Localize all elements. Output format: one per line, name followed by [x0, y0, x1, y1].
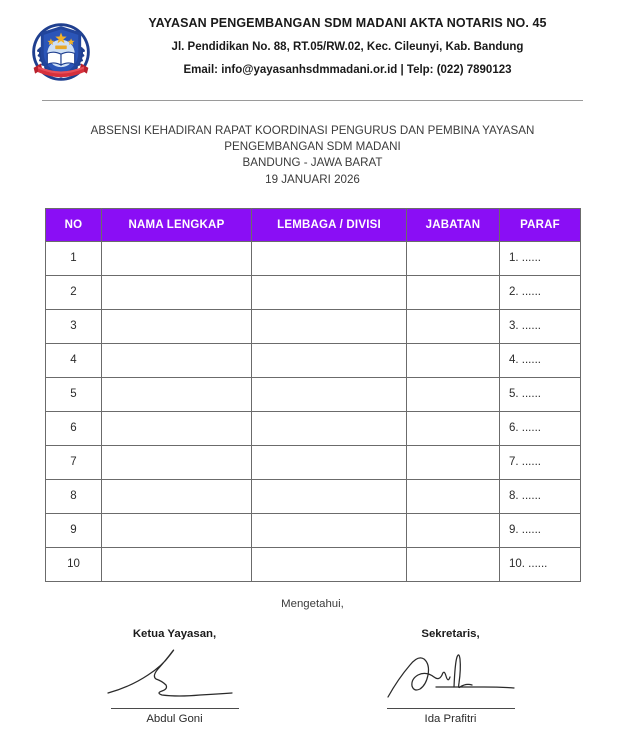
table-row [46, 547, 581, 581]
cell-jabatan[interactable] [407, 275, 500, 309]
cell-lembaga[interactable] [252, 479, 407, 513]
cell-no: 10 [46, 547, 102, 581]
signature-row [45, 628, 580, 725]
cell-jabatan[interactable] [407, 241, 500, 275]
cell-lembaga[interactable] [252, 411, 407, 445]
cell-nama[interactable] [102, 479, 252, 513]
cell-no: 4 [46, 343, 102, 377]
cell-no: 6 [46, 411, 102, 445]
cell-jabatan[interactable] [407, 479, 500, 513]
handwritten-signature-icon [376, 643, 526, 705]
cell-paraf[interactable]: 6. ...... [500, 411, 581, 445]
document-title-line-1: ABSENSI KEHADIRAN RAPAT KOORDINASI PENGURUS DAN PEMBINA YAYASAN [90, 124, 535, 137]
organization-name: YAYASAN PENGEMBANGAN SDM MADANI AKTA NOTARIS NO. 45 [148, 16, 547, 30]
attendance-table-container [45, 208, 580, 582]
document-title-block [0, 123, 625, 188]
signature-role-sekretaris: Sekretaris, [421, 627, 480, 640]
table-row [46, 241, 581, 275]
column-header-no: NO [46, 208, 102, 241]
cell-paraf[interactable]: 7. ...... [500, 445, 581, 479]
signature-block-ketua [87, 628, 262, 725]
cell-paraf[interactable]: 1. ...... [500, 241, 581, 275]
cell-nama[interactable] [102, 411, 252, 445]
table-row [46, 309, 581, 343]
cell-no: 7 [46, 445, 102, 479]
signature-mark-sekretaris [363, 640, 538, 708]
cell-lembaga[interactable] [252, 445, 407, 479]
cell-paraf[interactable]: 10. ...... [500, 547, 581, 581]
cell-nama[interactable] [102, 275, 252, 309]
attendance-table-body [46, 241, 581, 581]
document-title-line-2: PENGEMBANGAN SDM MADANI [224, 140, 401, 154]
cell-lembaga[interactable] [252, 513, 407, 547]
cell-lembaga[interactable] [252, 309, 407, 343]
logo-container [22, 12, 100, 88]
letterhead-text [100, 12, 595, 76]
cell-nama[interactable] [102, 513, 252, 547]
cell-no: 5 [46, 377, 102, 411]
cell-nama[interactable] [102, 309, 252, 343]
cell-jabatan[interactable] [407, 343, 500, 377]
cell-no: 1 [46, 241, 102, 275]
signature-role-ketua: Ketua Yayasan, [132, 627, 217, 640]
table-row [46, 411, 581, 445]
organization-contact: Email: info@yayasanhsdmmadani.or.id | Telp: (022) 7890123 [183, 64, 512, 76]
cell-paraf[interactable]: 9. ...... [500, 513, 581, 547]
cell-lembaga[interactable] [252, 275, 407, 309]
cell-lembaga[interactable] [252, 377, 407, 411]
signature-name-sekretaris: Ida Prafitri [424, 712, 477, 725]
signature-mark-ketua [87, 640, 262, 708]
cell-jabatan[interactable] [407, 445, 500, 479]
cell-no: 8 [46, 479, 102, 513]
column-header-paraf: PARAF [500, 208, 581, 241]
signature-block-sekretaris [363, 628, 538, 725]
cell-paraf[interactable]: 8. ...... [500, 479, 581, 513]
cell-jabatan[interactable] [407, 411, 500, 445]
letterhead [0, 0, 625, 88]
table-row [46, 445, 581, 479]
table-row [46, 275, 581, 309]
column-header-nama: NAMA LENGKAP [102, 208, 252, 241]
table-row [46, 377, 581, 411]
cell-paraf[interactable]: 5. ...... [500, 377, 581, 411]
cell-no: 2 [46, 275, 102, 309]
cell-lembaga[interactable] [252, 547, 407, 581]
handwritten-signature-icon [100, 643, 250, 705]
letterhead-divider [42, 100, 583, 101]
cell-nama[interactable] [102, 445, 252, 479]
table-row [46, 513, 581, 547]
column-header-lembaga: LEMBAGA / DIVISI [252, 208, 407, 241]
table-row [46, 343, 581, 377]
signature-section [45, 598, 580, 725]
signature-name-rule [111, 708, 239, 709]
signature-name-rule [387, 708, 515, 709]
document-title-date: 19 JANUARI 2026 [265, 172, 360, 186]
cell-nama[interactable] [102, 343, 252, 377]
table-header-row [46, 208, 581, 241]
cell-jabatan[interactable] [407, 513, 500, 547]
yayasan-crest-logo-icon [25, 16, 97, 88]
column-header-jabatan: JABATAN [407, 208, 500, 241]
cell-paraf[interactable]: 2. ...... [500, 275, 581, 309]
document-title-location: BANDUNG - JAWA BARAT [242, 156, 383, 170]
cell-nama[interactable] [102, 547, 252, 581]
cell-lembaga[interactable] [252, 343, 407, 377]
organization-address: Jl. Pendidikan No. 88, RT.05/RW.02, Kec. Cileunyi, Kab. Bandung [171, 41, 524, 53]
signature-name-ketua: Abdul Goni [146, 712, 203, 725]
cell-jabatan[interactable] [407, 547, 500, 581]
cell-paraf[interactable]: 3. ...... [500, 309, 581, 343]
cell-no: 3 [46, 309, 102, 343]
cell-jabatan[interactable] [407, 309, 500, 343]
cell-lembaga[interactable] [252, 241, 407, 275]
cell-nama[interactable] [102, 377, 252, 411]
cell-paraf[interactable]: 4. ...... [500, 343, 581, 377]
cell-no: 9 [46, 513, 102, 547]
cell-nama[interactable] [102, 241, 252, 275]
table-row [46, 479, 581, 513]
attendance-table [45, 208, 581, 582]
cell-jabatan[interactable] [407, 377, 500, 411]
mengetahui-label: Mengetahui, [281, 597, 344, 610]
